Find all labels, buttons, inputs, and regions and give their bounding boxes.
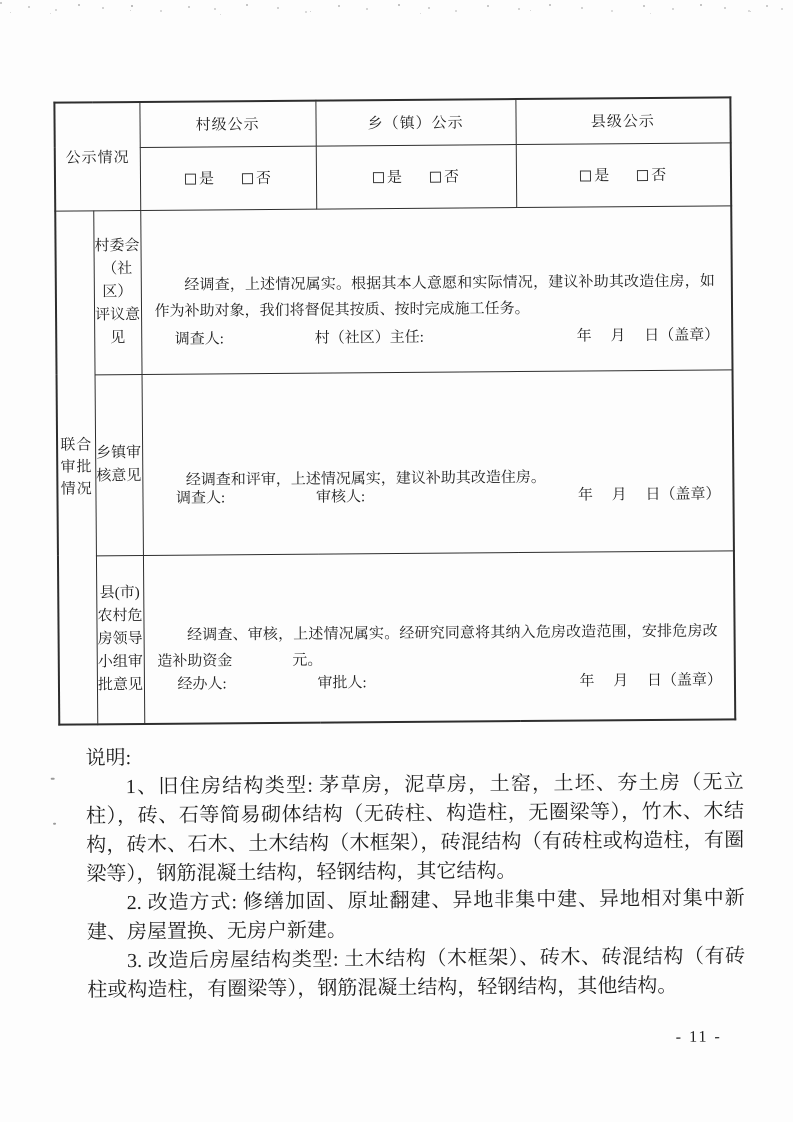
county-group-approval-label: 县(市) 农村危 房领导 小组审 批意见 (96, 555, 144, 724)
checkbox-no-icon (430, 172, 441, 183)
joint-approval-side-label: 联合 审批 情况 (55, 210, 97, 724)
village-director-label: 村（社区）主任: (314, 329, 424, 347)
approval-form-table (53, 96, 736, 725)
date-seal-label: 年 月 日（盖章） (577, 485, 721, 504)
village-publicity-options (140, 146, 316, 210)
notes-section (85, 739, 745, 1005)
no-label: 否 (255, 170, 272, 188)
county-publicity-header: 县级公示 (515, 97, 730, 144)
scan-speck (53, 823, 56, 825)
village-publicity-header: 村级公示 (139, 101, 315, 147)
township-publicity-header: 乡（镇）公示 (315, 99, 515, 146)
yes-label: 是 (198, 171, 215, 188)
village-signature-line (142, 323, 732, 348)
village-committee-opinion-label: 村委会 （社 区） 评议意 见 (93, 210, 141, 374)
scan-speck (51, 778, 55, 780)
yes-label: 是 (594, 168, 610, 185)
checkbox-no-icon (242, 173, 253, 184)
notes-title: 说明: (85, 747, 132, 770)
township-review-opinion-text: 经调查和评审，上述情况属实，建议补助其改造住房。 (185, 469, 546, 489)
note-item-3: 3. 改造后房屋结构类型: 土木结构（木框架）、砖木、砖混结构（有砖柱或构造柱，有圈梁等），钢筋混凝土结构，轻钢结构，其他结构。 (87, 945, 746, 1002)
date-seal-label: 年 月 日（盖章） (579, 672, 723, 690)
checkbox-yes-icon (185, 174, 196, 185)
township-publicity-options (316, 144, 516, 209)
note-item-1: 1、旧住房结构类型: 茅草房，泥草房，土窑，土坯、夯土房（无立柱），砖、石等简易砌体结构（无砖柱、构造柱，无圈梁等），竹木、木结构，砖木、石木、土木结构（木框架），砖混结构（有砖柱或构造柱，有圈梁等），钢筋混凝土结构，轻钢结构，其它结构。 (85, 771, 745, 886)
county-group-approval-text: 经调查、审核，上述情况属实。经研究同意将其纳入危房改造范围，安排危房改造补助资金 元。 (157, 623, 718, 671)
checkbox-yes-icon (373, 172, 384, 183)
handler-label: 经办人: (177, 676, 227, 693)
county-publicity-options (516, 142, 731, 207)
village-committee-opinion-cell (140, 205, 732, 374)
date-seal-label: 年 月 日（盖章） (576, 326, 720, 345)
township-signature-line (143, 482, 733, 507)
yes-label: 是 (386, 169, 403, 187)
no-label: 否 (651, 167, 667, 184)
county-signature-line (144, 668, 734, 693)
reviewer-label: 审核人: (315, 488, 366, 506)
village-committee-opinion-text: 经调查，上述情况属实。根据其本人意愿和实际情况，建议补助其改造住房，如作为补助对象，我们将督促其按质、按时完成施工任务。 (154, 273, 715, 320)
approver-label: 审批人: (317, 675, 367, 692)
checkbox-yes-icon (580, 170, 591, 181)
investigator-label: 调查人: (174, 330, 225, 348)
township-review-opinion-cell (142, 369, 734, 555)
no-label: 否 (443, 169, 460, 186)
investigator-label: 调查人: (175, 489, 226, 507)
page-number: - 11 - (675, 1028, 722, 1046)
note-item-2: 2. 改造方式: 修缮加固、原址翻建、异地非集中建、异地相对集中新建、房屋置换、无房户新建。 (86, 887, 745, 944)
township-review-opinion-label: 乡镇审 核意见 (95, 374, 143, 555)
checkbox-no-icon (637, 170, 648, 181)
county-group-approval-cell (143, 550, 735, 724)
publicity-row-label: 公示情况 (54, 102, 140, 211)
